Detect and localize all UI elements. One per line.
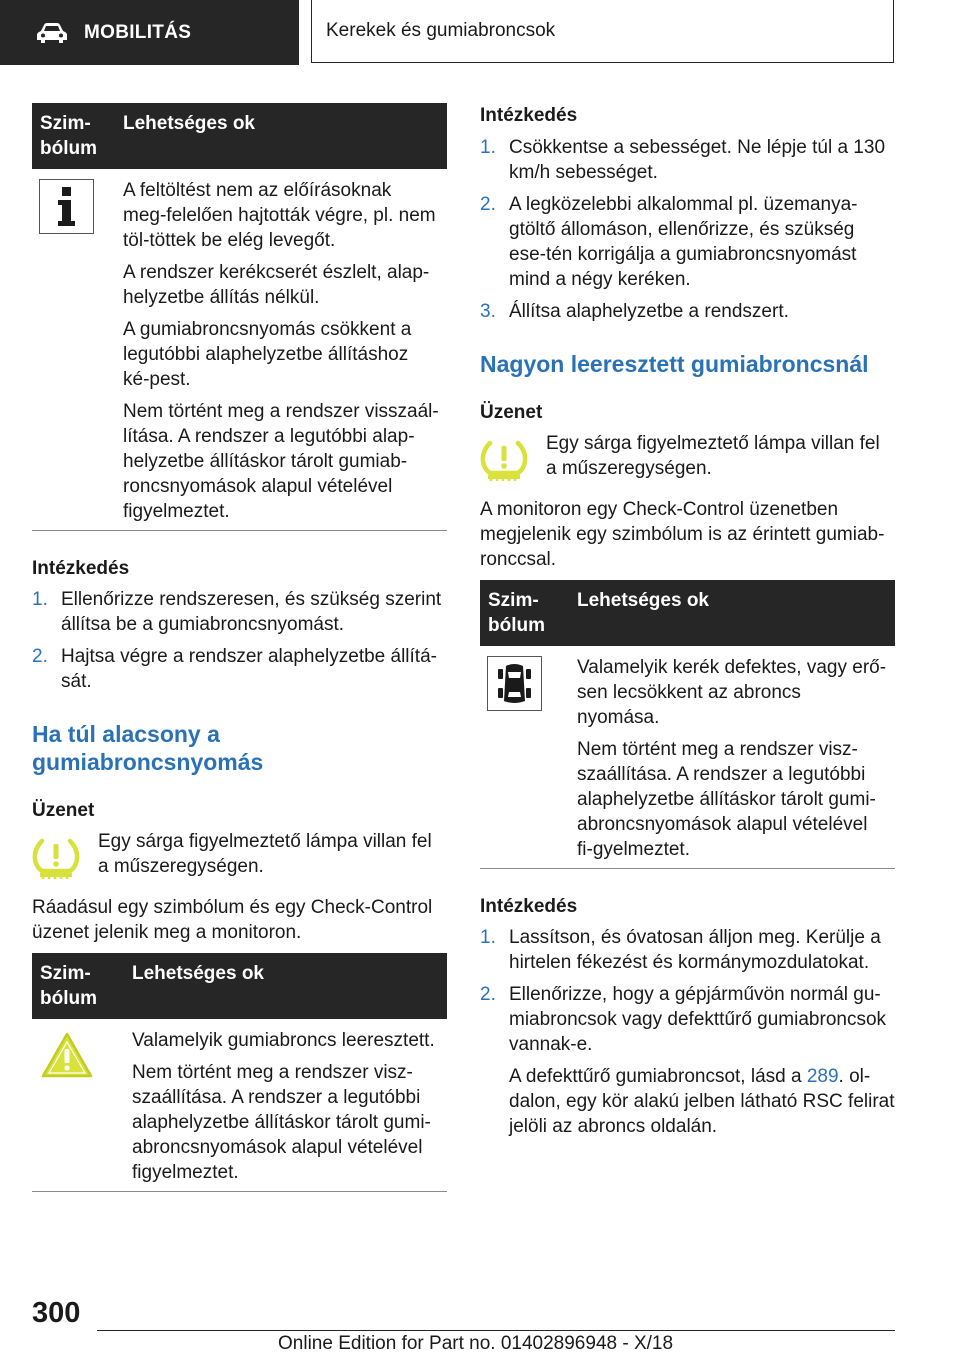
footer-divider (97, 1330, 895, 1331)
left-column (32, 103, 447, 1192)
cause-text: Valamelyik gumiabroncs leeresztett. (132, 1030, 435, 1051)
symbol-cell (32, 1019, 124, 1192)
symbol-table-warning (32, 953, 447, 1192)
page-number: 300 (32, 1297, 81, 1329)
section-heading: Nagyon leeresztett gumiabroncsnál (480, 351, 869, 377)
col-header-cause: Lehetséges ok (115, 103, 447, 169)
cause-text: Nem történt meg a rendszer visz-szaállítása. A rendszer a legutóbbi alaphelyzetbe állításkor tárolt gumi-abroncsnyomások alapul vételével figyelmeztet. (132, 1062, 431, 1183)
header-chapter-title: Kerekek és gumiabroncsok (326, 20, 556, 41)
cause-cell (115, 169, 447, 531)
symbol-cell (32, 169, 115, 531)
flat-tire-car-icon (487, 656, 542, 711)
cause-text: A feltöltést nem az előírásoknak meg-felelően hajtották végre, pl. nem töl-töttek be elég levegőt. (123, 180, 436, 251)
symbol-cell (480, 646, 569, 869)
tire-pressure-warning-icon (32, 837, 80, 879)
symbol-table-flat-tire (480, 580, 895, 869)
right-column (480, 103, 895, 1146)
col-header-cause: Lehetséges ok (569, 580, 895, 646)
list-item: 2. Ellenőrizze, hogy a gépjárművön normál gu-miabroncsok vagy defekttűrő gumiabroncsok vannak-e. A defekttűrő gumiabroncsot, lásd a 289. ol-dalon, egy kör alakú jelben látható RSC felirat jelöli az abroncs oldalán. (480, 984, 895, 1137)
header-section-tab (0, 0, 299, 65)
message-text: Egy sárga figyelmeztető lámpa villan fel a műszeregységen. (546, 433, 880, 479)
measures-list (480, 925, 895, 1139)
cause-text: Nem történt meg a rendszer visz-szaállítása. A rendszer a legutóbbi alaphelyzetbe állításkor tárolt gumi-abroncsnyomások alapul vételével fi-gyelmeztet. (577, 739, 876, 860)
note-text: A defekttűrő gumiabroncsot, lásd a 289. ol-dalon, egy kör alakú jelben látható RSC felirat jelöli az abroncs oldalán. (509, 1066, 895, 1137)
paragraph: Ráadásul egy szimbólum és egy Check-Control üzenet jelenik meg a monitoron. (32, 897, 433, 943)
list-item: 2. A legközelebbi alkalommal pl. üzemanya-gtöltő állomáson, ellenőrizze, és szükség ese-tén korrigálja a gumiabroncsnyomást mind a négy keréken. (480, 194, 858, 290)
symbol-table-info (32, 103, 447, 531)
tire-pressure-warning-icon (480, 439, 528, 481)
list-item: 3. Állítsa alaphelyzetbe a rendszert. (480, 301, 789, 322)
list-item: 1. Lassítson, és óvatosan álljon meg. Kerülje a hirtelen fékezést és kormánymozdulatokat. (480, 927, 881, 973)
measures-heading: Intézkedés (480, 896, 578, 917)
cause-text: A gumiabroncsnyomás csökkent a legutóbbi alaphelyzetbe állításhoz ké-pest. (123, 319, 412, 390)
cause-text: Valamelyik kerék defektes, vagy erő-sen lecsökkent az abroncs nyomása. (577, 657, 887, 728)
message-heading: Üzenet (32, 800, 95, 821)
measures-list (480, 135, 895, 324)
col-header-symbol: Szim- bólum (32, 953, 124, 1019)
cause-cell (124, 1019, 447, 1192)
car-icon (36, 22, 68, 44)
measures-heading: Intézkedés (32, 558, 130, 579)
col-header-symbol: Szim- bólum (480, 580, 569, 646)
cause-text: Nem történt meg a rendszer visszaál-lítása. A rendszer a legutóbbi alap-helyzetbe állításkor tárolt gumiab-roncsnyomások alapul vételével figyelmeztet. (123, 401, 439, 522)
message-row (480, 431, 895, 488)
list-item: 1. Ellenőrizze rendszeresen, és szükség szerint állítsa be a gumiabroncsnyomást. (32, 589, 442, 635)
col-header-symbol: Szim- bólum (32, 103, 115, 169)
list-item: 1. Csökkentse a sebességet. Ne lépje túl a 130 km/h sebességet. (480, 137, 886, 183)
header-section-title: MOBILITÁS (84, 21, 192, 43)
footer-edition: Online Edition for Part no. 01402896948 - X/18 (278, 1333, 674, 1354)
cause-text: A rendszer kerékcserét észlelt, alap-helyzetbe állítás nélkül. (123, 262, 430, 308)
paragraph: A monitoron egy Check-Control üzenetben megjelenik egy szimbólum is az érintett gumiab-ronccsal. (480, 499, 885, 570)
measures-heading: Intézkedés (480, 105, 578, 126)
cause-cell (569, 646, 895, 869)
message-text: Egy sárga figyelmeztető lámpa villan fel a műszeregységen. (98, 831, 432, 877)
list-item: 2. Hajtsa végre a rendszer alaphelyzetbe állítá-sát. (32, 646, 437, 692)
header-chapter (311, 0, 894, 63)
col-header-cause: Lehetséges ok (124, 953, 447, 1019)
measures-list (32, 587, 447, 694)
message-row (32, 829, 447, 886)
message-heading: Üzenet (480, 402, 543, 423)
warning-triangle-icon (40, 1031, 94, 1079)
info-icon (39, 179, 94, 234)
section-heading: Ha túl alacsony a gumiabroncsnyomás (32, 721, 264, 775)
page-reference-link[interactable]: 289 (806, 1066, 839, 1087)
